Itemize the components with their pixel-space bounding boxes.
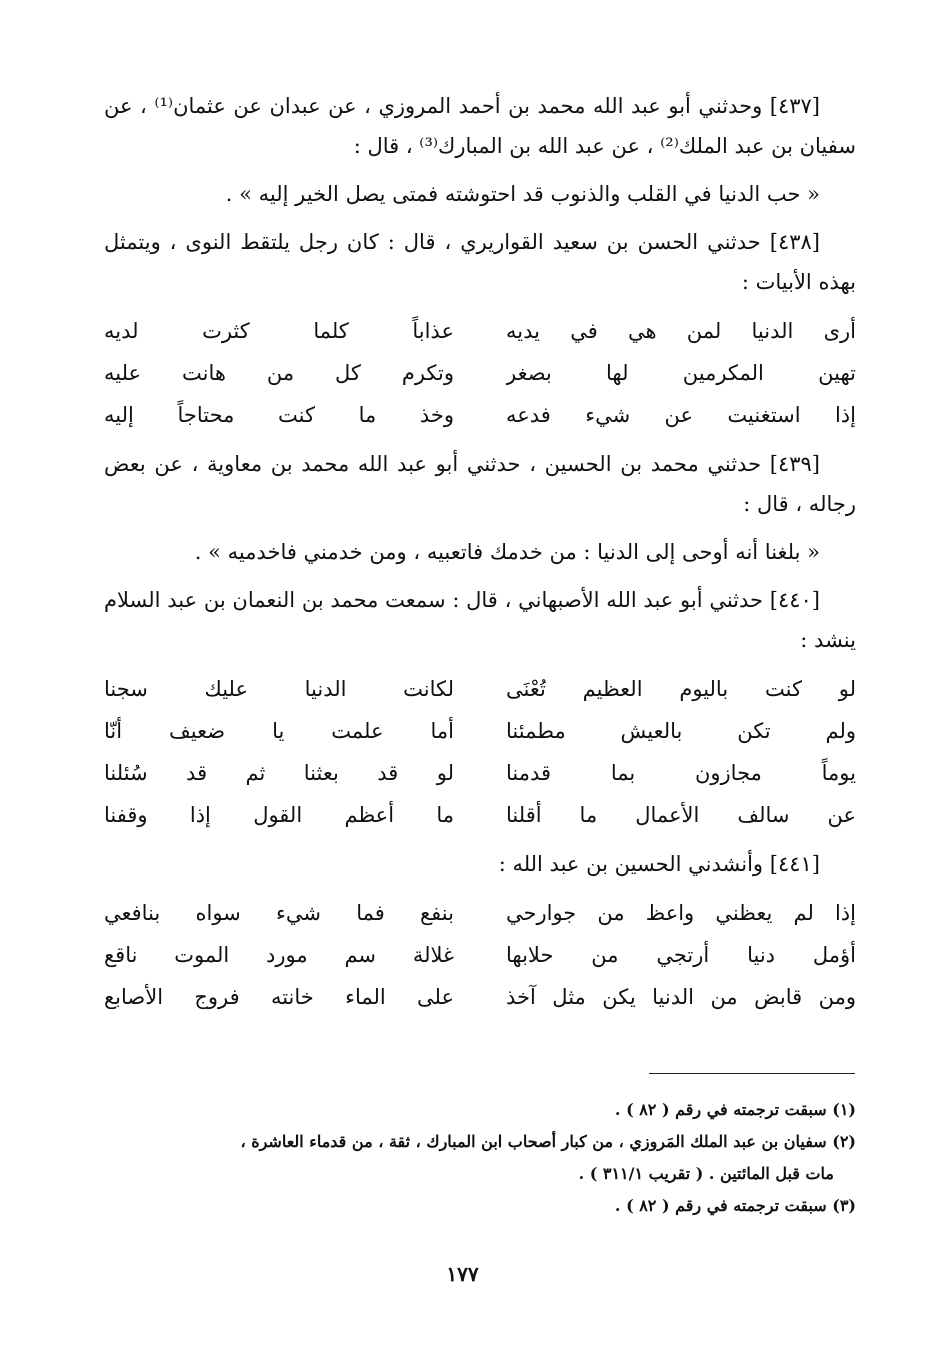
verse-line — [104, 352, 856, 394]
verse-line — [104, 892, 856, 934]
verse-first-hemistich: ومن قابض من الدنيا يكن مثل آخذ — [506, 985, 856, 1009]
verse-second-hemistich: لو قد بعثنا ثم قد سُئلنا — [104, 761, 454, 785]
verse-line — [104, 794, 856, 836]
verse-first-hemistich: أؤمل دنيا أرتجي من حلابها — [506, 943, 856, 967]
verse-line — [104, 752, 856, 794]
entry-441-poem — [104, 892, 856, 1018]
page-body — [104, 86, 856, 1026]
verse-first-hemistich: عن سالف الأعمال ما أقلنا — [506, 803, 856, 827]
entry-437-quote: « حب الدنيا في القلب والذنوب قد احتوشته فمتى يصل الخير إليه » . — [225, 182, 820, 206]
footnote-3: (٣) سبقت ترجمته في رقم ( ٨٢ ) . — [614, 1196, 856, 1215]
verse-first-hemistich: لو كنت باليوم العظيم تُعْنَى — [506, 677, 856, 701]
verse-line — [104, 668, 856, 710]
verse-line — [104, 976, 856, 1018]
page-number: ١٧٧ — [446, 1262, 479, 1286]
footnote-1: (١) سبقت ترجمته في رقم ( ٨٢ ) . — [614, 1100, 856, 1119]
verse-first-hemistich: إذا لم يعظني واعظ من جوارحي — [506, 901, 856, 925]
footnotes — [104, 1094, 856, 1222]
entry-439-quote: « بلغنا أنه أوحى إلى الدنيا : من خدمك فاتعبيه ، ومن خدمني فاخدميه » . — [194, 540, 820, 564]
verse-second-hemistich: على الماء خانته فروج الأصابع — [104, 985, 454, 1009]
verse-first-hemistich: إذا استغنيت عن شيء فدعه — [506, 403, 856, 427]
verse-first-hemistich: أرى الدنيا لمن هي في يديه — [506, 319, 856, 343]
verse-second-hemistich: لكانت الدنيا عليك سجنا — [104, 677, 454, 701]
verse-first-hemistich: ولم تكن بالعيش مطمئنا — [506, 719, 856, 743]
footnote-divider — [649, 1073, 855, 1074]
verse-line — [104, 934, 856, 976]
footnote-2-continuation: مات قبل المائتين . ( تقريب ٣١١/١ ) . — [578, 1164, 834, 1183]
verse-line — [104, 710, 856, 752]
verse-first-hemistich: يوماً مجازون بما قدمنا — [506, 761, 856, 785]
verse-line — [104, 394, 856, 436]
verse-second-hemistich: بنفع فما شيء سواه بنافعي — [104, 901, 454, 925]
entry-439-text: [٤٣٩] حدثني محمد بن الحسين ، حدثني أبو عبد الله محمد بن معاوية ، عن بعض رجاله ، قال : — [104, 452, 856, 516]
entry-440-poem — [104, 668, 856, 836]
verse-first-hemistich: تهين المكرمين لها بصغر — [506, 361, 856, 385]
verse-second-hemistich: أما علمت يا ضعيف أنّا — [104, 719, 454, 743]
entry-437-text: [٤٣٧] وحدثني أبو عبد الله محمد بن أحمد المروزي ، عن عبدان عن عثمان⁽¹⁾ ، عن سفيان بن عبد الملك⁽²⁾ ، عن عبد الله بن المبارك⁽³⁾ ، قال : — [104, 94, 856, 158]
entry-441-text: [٤٤١] وأنشدني الحسين بن عبد الله : — [498, 852, 820, 876]
entry-440-text: [٤٤٠] حدثني أبو عبد الله الأصبهاني ، قال : سمعت محمد بن النعمان بن عبد السلام ينشد : — [104, 588, 856, 652]
verse-second-hemistich: غلالة سم مورد الموت ناقع — [104, 943, 454, 967]
verse-second-hemistich: وتكرم كل من هانت عليه — [104, 361, 454, 385]
entry-438-text: [٤٣٨] حدثني الحسن بن سعيد القواريري ، قال : كان رجل يلتقط النوى ، ويتمثل بهذه الأبيات : — [104, 230, 856, 294]
entry-438-poem — [104, 310, 856, 436]
footnote-2: (٢) سفيان بن عبد الملك المَروزي ، من كبار أصحاب ابن المبارك ، ثقة ، من قدماء العاشرة ، — [240, 1132, 856, 1151]
verse-second-hemistich: وخذ ما كنت محتاجاً إليه — [104, 403, 454, 427]
verse-second-hemistich: عذاباً كلما كثرت لديه — [104, 319, 454, 343]
verse-second-hemistich: ما أعظم القول إذا وقفنا — [104, 803, 454, 827]
verse-line — [104, 310, 856, 352]
